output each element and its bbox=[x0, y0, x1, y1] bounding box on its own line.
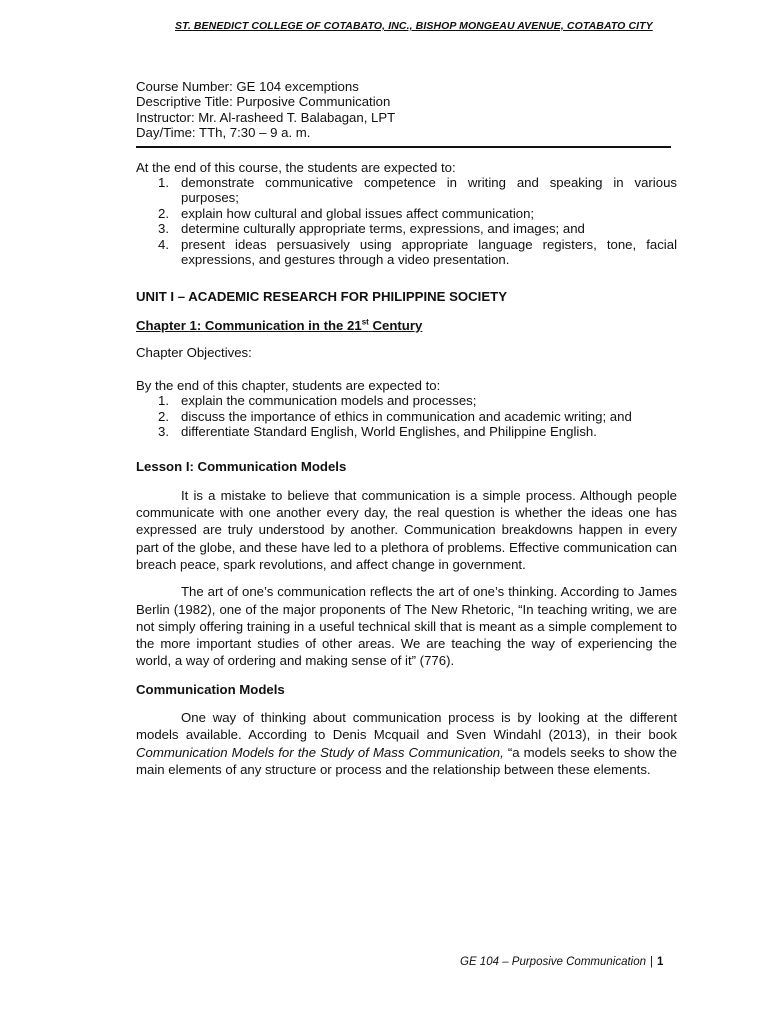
chapter-heading-end: Century bbox=[368, 317, 423, 333]
chapter-heading-sup: st bbox=[361, 317, 369, 327]
paragraph-3 bbox=[136, 709, 677, 778]
descriptive-title: Descriptive Title: Purposive Communication bbox=[136, 94, 391, 110]
chapter-objectives-label: Chapter Objectives: bbox=[136, 345, 252, 361]
list-item bbox=[136, 175, 677, 206]
chapter-heading bbox=[136, 318, 677, 333]
paragraph-3-end: “a models seeks to show the main elements of any structure or process and the relationship between these elements. bbox=[136, 744, 677, 777]
chapter-intro: By the end of this chapter, students are expected to: bbox=[136, 377, 441, 393]
document-body bbox=[136, 79, 677, 778]
list-item bbox=[136, 221, 677, 236]
paragraph-2: The art of one’s communication reflects the art of one’s thinking. According to James Berlin (1982), one of the major proponents of The New Rhetoric, “In teaching writing, we are not simply offering training in a useful technical skill that is meant as a simple complement to the more important studies of other areas. We are teaching the way of experiencing the world, a way of ordering and making sense of it” (776). bbox=[136, 584, 677, 669]
footer-separator: | bbox=[650, 956, 654, 968]
book-title: Communication Models for the Study of Mass Communication, bbox=[136, 744, 504, 760]
paragraph-1: It is a mistake to believe that communication is a simple process. Although people communicate with one another every day, the real question is whether the ideas one has expressed are truly understood by another. Communication breakdowns happen in every part of the globe, and these have led to a plethora of problems. Effective communication can breach peace, spark revolutions, and affect change in government. bbox=[136, 487, 677, 572]
course-intro: At the end of this course, the students are expected to: bbox=[136, 159, 456, 175]
list-item bbox=[136, 424, 677, 439]
list-text: discuss the importance of ethics in communication and academic writing; and bbox=[181, 408, 632, 424]
list-number: 2. bbox=[158, 205, 169, 221]
list-number: 3. bbox=[158, 221, 169, 237]
list-item bbox=[136, 393, 677, 408]
list-item bbox=[136, 206, 677, 221]
list-text: present ideas persuasively using appropriate language registers, tone, facial expressions, and gestures through a video presentation. bbox=[181, 236, 677, 268]
list-text: demonstrate communicative competence in writing and speaking in various purposes; bbox=[181, 175, 677, 206]
section-heading: Communication Models bbox=[136, 681, 285, 697]
page-footer bbox=[460, 956, 663, 968]
list-item bbox=[136, 409, 677, 424]
unit-heading: UNIT I – ACADEMIC RESEARCH FOR PHILIPPINE SOCIETY bbox=[136, 289, 507, 305]
list-text: determine culturally appropriate terms, expressions, and images; and bbox=[181, 221, 585, 237]
list-text: explain how cultural and global issues affect communication; bbox=[181, 205, 535, 221]
chapter-heading-text: Chapter 1: Communication in the 21 bbox=[136, 317, 362, 333]
list-text: explain the communication models and processes; bbox=[181, 393, 477, 409]
horizontal-rule bbox=[136, 146, 671, 148]
list-text: differentiate Standard English, World Englishes, and Philippine English. bbox=[181, 423, 597, 439]
page-header: ST. BENEDICT COLLEGE OF COTABATO, INC., BISHOP MONGEAU AVENUE, COTABATO CITY bbox=[175, 20, 653, 32]
list-item bbox=[136, 237, 677, 268]
course-objectives-list bbox=[136, 175, 677, 267]
list-number: 2. bbox=[158, 408, 169, 424]
page-number: 1 bbox=[657, 956, 664, 968]
paragraph-3-start: One way of thinking about communication process is by looking at the different models available. According to Denis Mcquail and Sven Windahl (2013), in their book bbox=[136, 710, 677, 743]
day-time: Day/Time: TTh, 7:30 – 9 a. m. bbox=[136, 125, 311, 141]
lesson-heading: Lesson I: Communication Models bbox=[136, 459, 347, 475]
list-number: 4. bbox=[158, 236, 169, 252]
course-number: Course Number: GE 104 excemptions bbox=[136, 79, 359, 94]
list-number: 3. bbox=[158, 423, 169, 439]
chapter-objectives-list bbox=[136, 393, 677, 439]
footer-course: GE 104 – Purposive Communication bbox=[460, 956, 647, 968]
course-info bbox=[136, 79, 677, 141]
instructor: Instructor: Mr. Al-rasheed T. Balabagan, LPT bbox=[136, 109, 396, 125]
list-number: 1. bbox=[158, 175, 169, 191]
list-number: 1. bbox=[158, 393, 169, 409]
